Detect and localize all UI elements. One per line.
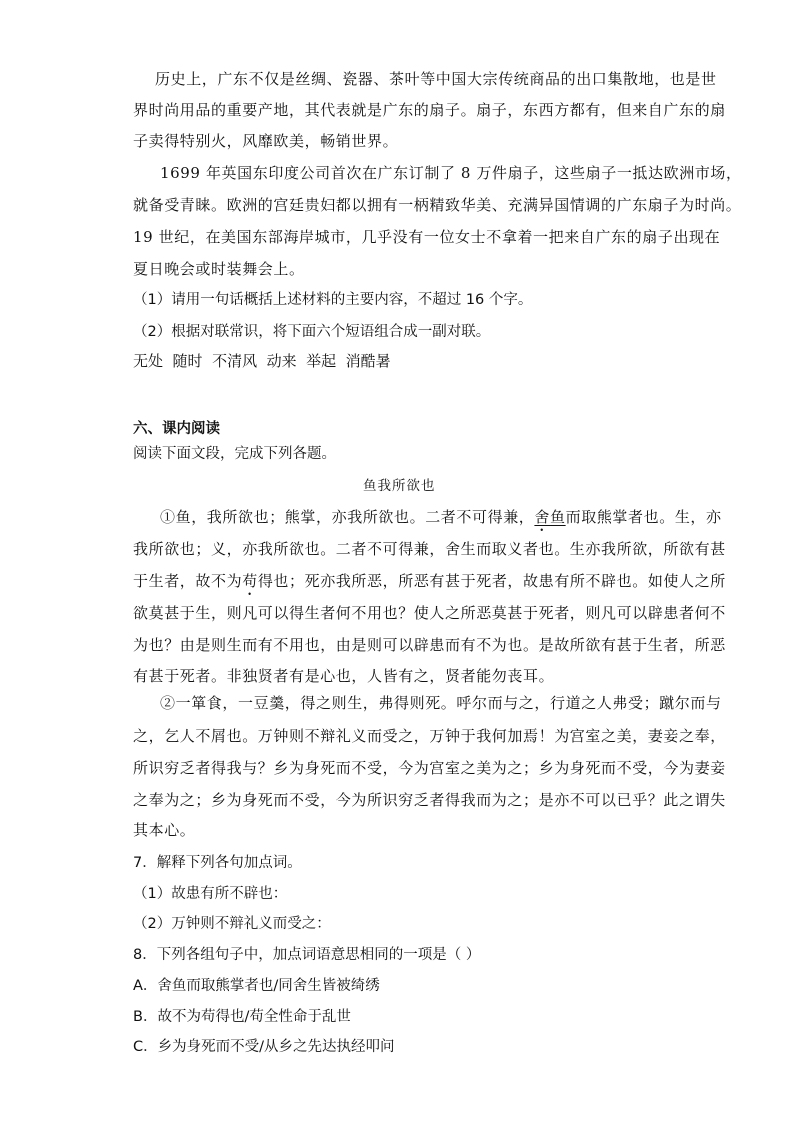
passage-line xyxy=(160,506,722,535)
material-line: 子卖得特别火，风靡欧美，畅销世界。 xyxy=(133,132,399,150)
question-1: （1）请用一句话概括上述材料的主要内容，不超过 16 个字。 xyxy=(133,292,533,308)
question-8-stem: 8．下列各组句子中，加点词语意思相同的一项是（ ） xyxy=(133,947,481,963)
passage-line xyxy=(133,665,554,686)
passage-text: 于生者，故不为 xyxy=(133,572,243,590)
passage-text: ①鱼，我所欲也；熊掌，亦我所欲也。二者不可得兼， xyxy=(160,508,535,526)
material-line: 就备受青睐。欧洲的宫廷贵妇都以拥有一柄精致华美、充满异国情调的广东扇子为时尚。 xyxy=(133,196,742,214)
material-line: 历史上，广东不仅是丝绸、瓷器、茶叶等中国大宗传统商品的出口集散地，也是世 xyxy=(155,70,717,88)
phrase-list: 无处 随时 不清风 动来 举起 消酷暑 xyxy=(133,352,391,370)
passage-line xyxy=(133,570,726,599)
emphasized-word: 舍 xyxy=(534,508,551,526)
material-line: 1699 年英国东印度公司首次在广东订制了 8 万件扇子，这些扇子一抵达欧洲市场， xyxy=(160,164,742,182)
material-line: 夏日晚会或时装舞会上。 xyxy=(133,260,305,278)
passage-text: 而取熊掌者也。生，亦 xyxy=(565,508,722,526)
question-7-stem: 7．解释下列各句加点词。 xyxy=(133,855,302,871)
section-instruction: 阅读下面文段，完成下列各题。 xyxy=(133,446,336,462)
passage-text: 我所欲也；义，亦我所欲也。二者不可得兼，舍生而取义者也。生亦我所欲，所欲有甚 xyxy=(133,540,726,558)
section-heading: 六、课内阅读 xyxy=(133,421,220,437)
question-7-item: （2）万钟则不辩礼义而受之： xyxy=(133,916,331,932)
passage-line: 之奉为之；乡为身死而不受，今为所识穷乏者得我而为之；是亦不可以已乎？此之谓失 xyxy=(133,791,726,809)
passage-line xyxy=(133,602,726,623)
material-line: 界时尚用品的重要产地，其代表就是广东的扇子。扇子，东西方都有，但来自广东的扇 xyxy=(133,101,726,119)
option-a: A．舍鱼而取熊掌者也/同舍生皆被绮绣 xyxy=(133,978,380,994)
question-2: （2）根据对联常识，将下面六个短语组合成一副对联。 xyxy=(133,324,491,340)
passage-line: ②一箪食，一豆羹，得之则生，弗得则死。呼尔而与之，行道之人弗受；蹴尔而与 xyxy=(160,694,722,712)
passage-line: 所识穷乏者得我与？乡为身死而不受，今为宫室之美为之；乡为身死而不受，今为妻妾 xyxy=(133,759,726,777)
passage-line xyxy=(133,538,726,559)
passage-line: 其本心。 xyxy=(133,821,196,839)
option-c: C．乡为身死而不受/从乡之先达执经叩问 xyxy=(133,1039,395,1055)
passage-text: 得也；死亦我所恶，所恶有甚于死者，故患有所不辟也。如使人之所 xyxy=(257,572,726,590)
passage-line xyxy=(133,634,726,655)
emphasized-word: 鱼 xyxy=(550,508,566,526)
passage-text: 欲莫甚于生，则凡可以得生者何不用也？使人之所恶莫甚于死者，则凡可以辟患者何不 xyxy=(133,604,726,622)
passage-line: 之，乞人不屑也。万钟则不辩礼义而受之，万钟于我何加焉！为宫室之美，妻妾之奉， xyxy=(133,727,726,745)
passage-text: 有甚于死者。非独贤者有是心也，人皆有之，贤者能勿丧耳。 xyxy=(133,667,555,685)
passage-text: 为也？由是则生而有不用也，由是则可以辟患而有不为也。是故所欲有甚于生者，所恶 xyxy=(133,636,726,654)
material-line: 19 世纪，在美国东部海岸城市，几乎没有一位女士不拿着一把来自广东的扇子出现在 xyxy=(133,228,721,246)
option-b: B．故不为苟得也/苟全性命于乱世 xyxy=(133,1009,351,1025)
emphasized-word: 苟 xyxy=(242,572,258,590)
question-7-item: （1）故患有所不辟也： xyxy=(133,886,288,902)
passage-title: 鱼我所欲也 xyxy=(363,478,436,494)
